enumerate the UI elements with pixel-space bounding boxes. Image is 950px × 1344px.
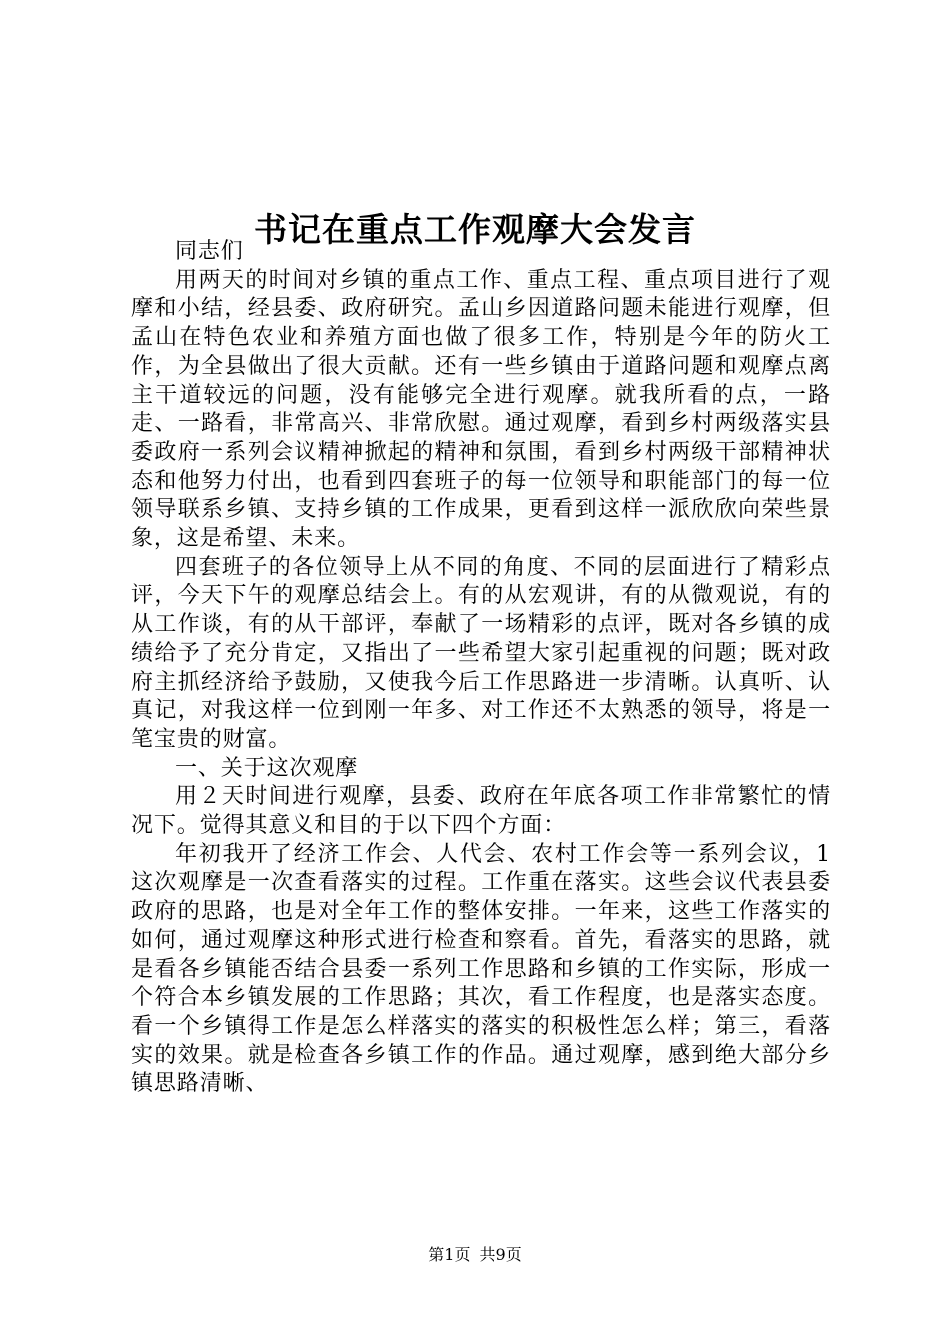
body-paragraph: 用两天的时间对乡镇的重点工作、重点工程、重点项目进行了观摩和小结，经县委、政府研究。孟山乡因道路问题未能进行观摩，但孟山在特色农业和养殖方面也做了很多工作，特别是今年的防火工作，为全县做出了很大贡献。还有一些乡镇由于道路问题和观摩点离主干道较远的问题，没有能够完全进行观摩。就我所看的点，一路走、一路看，非常高兴、非常欣慰。通过观摩，看到乡村两级落实县委政府一系列会议精神掀起的精神和氛围，看到乡村两级干部精神状态和他努力付出，也看到四套班子的每一位领导和职能部门的每一位领导联系乡镇、支持乡镇的工作成果，更看到这样一派欣欣向荣些景象，这是希望、未来。 [131,267,831,552]
body-paragraph: 用２天时间进行观摩，县委、政府在年底各项工作非常繁忙的情况下。觉得其意义和目的于以下四个方面： [131,784,831,839]
document-title: 书记在重点工作观摩大会发言 [254,210,696,250]
salutation-paragraph: 同志们 [175,239,244,264]
page-footer [0,1244,950,1266]
body-paragraph: 年初我开了经济工作会、人代会、农村工作会等一系列会议，1这次观摩是一次查看落实的过程。工作重在落实。这些会议代表县委政府的思路，也是对全年工作的整体安排。一年来，这些工作落实的如何，通过观摩这种形式进行检查和察看。首先，看落实的思路，就是看各乡镇能否结合县委一系列工作思路和乡镇的工作实际，形成一个符合本乡镇发展的工作思路；其次，看工作程度，也是落实态度。看一个乡镇得工作是怎么样落实的落实的积极性怎么样；第三，看落实的效果。就是检查各乡镇工作的作品。通过观摩，感到绝大部分乡镇思路清晰、 [131,841,831,1097]
page-number: 第1页 [428,1245,471,1264]
section-heading: 一、关于这次观摩 [175,755,359,781]
page-total: 共9页 [479,1245,522,1264]
body-paragraph: 四套班子的各位领导上从不同的角度、不同的层面进行了精彩点评，今天下午的观摩总结会上。有的从宏观讲，有的从微观说，有的从工作谈，有的从干部评，奉献了一场精彩的点评，既对各乡镇的成绩给予了充分肯定，又指出了一些希望大家引起重视的问题；既对政府主抓经济给予鼓励，又使我今后工作思路进一步清晰。认真听、认真记，对我这样一位到刚一年多、对工作还不太熟悉的领导，将是一笔宝贵的财富。 [131,554,831,752]
document-body [131,238,831,1099]
